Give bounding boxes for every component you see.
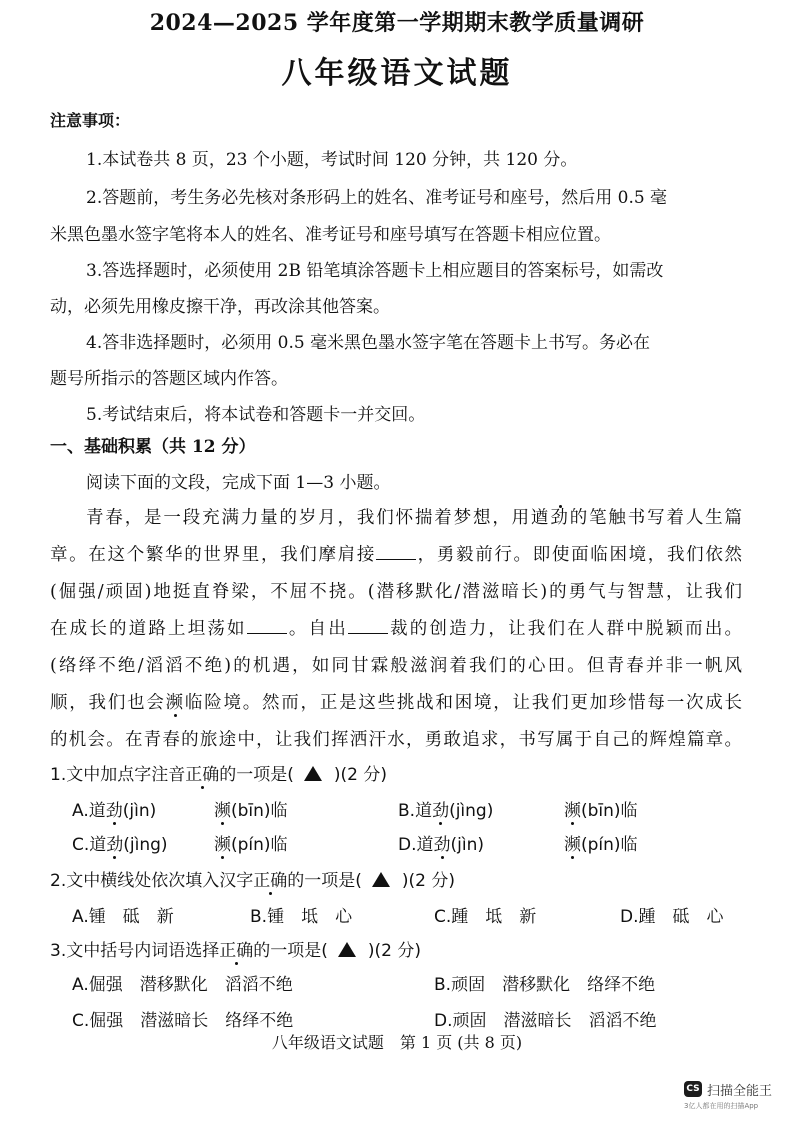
passage-line-6: 顺，我们也会濒临险境。然而，正是这些挑战和困境，让我们更加珍惜每一次成长 — [50, 693, 743, 713]
q2-option-c: C.踵 坻 新 — [434, 907, 537, 927]
q1-option-d: D.道劲(jìn) — [398, 835, 484, 855]
q1-option-c: C.道劲(jìng) — [72, 835, 168, 855]
answer-triangle-icon — [304, 766, 322, 781]
question-2-stem: 2.文中横线处依次填入汉字正确的一项是( )(2 分) — [50, 871, 455, 891]
page-footer: 八年级语文试题 第 1 页 (共 8 页) — [271, 1033, 523, 1052]
passage-line-5: (络绎不绝/滔滔不绝)的机遇，如同甘霖般滋润着我们的心田。但青春并非一帆风 — [50, 656, 742, 676]
notice-line-8: 5.考试结束后，将本试卷和答题卡一并交回。 — [86, 405, 426, 425]
q1-option-b: B.道劲(jìng) — [398, 801, 494, 821]
passage-line-3: (倔强/顽固)地挺直脊梁，不屈不挠。(潜移默化/潜滋暗长)的勇气与智慧，让我们 — [50, 582, 742, 602]
exam-subtitle: 2024—2025 学年度第一学期期末教学质量调研 — [149, 10, 645, 36]
scanner-app-tagline: 3亿人都在用的扫描App — [684, 1102, 759, 1110]
passage-line-7: 的机会。在青春的旅途中，让我们挥洒汗水，勇敢追求，书写属于自己的辉煌篇章。 — [50, 730, 742, 750]
q1-option-a: A.道劲(jìn) — [72, 801, 157, 821]
q1-option-d-word2: 濒(pín)临 — [564, 835, 638, 855]
notice-line-4: 3.答选择题时，必须使用 2B 铅笔填涂答题卡上相应题目的答案标号，如需改 — [86, 261, 664, 281]
fill-blank-3 — [348, 615, 388, 634]
section-intro: 阅读下面的文段，完成下面 1—3 小题。 — [86, 473, 391, 493]
notice-line-1: 1.本试卷共 8 页，23 个小题，考试时间 120 分钟，共 120 分。 — [86, 150, 578, 170]
q3-option-d: D.顽固 潜滋暗长 滔滔不绝 — [434, 1011, 657, 1031]
scanner-app-name: 扫描全能王 — [707, 1084, 773, 1099]
q1-option-a-word2: 濒(bīn)临 — [214, 801, 288, 821]
q2-option-d: D.踵 砥 心 — [620, 907, 724, 927]
section-heading: 一、基础积累（共 12 分） — [50, 437, 256, 457]
notice-line-7: 题号所指示的答题区域内作答。 — [50, 369, 288, 389]
fill-blank-1 — [376, 541, 416, 560]
notice-heading: 注意事项： — [50, 111, 131, 130]
q1-option-b-word2: 濒(bīn)临 — [564, 801, 638, 821]
notice-line-5: 动，必须先用橡皮擦干净，再改涂其他答案。 — [50, 297, 390, 317]
question-1-stem: 1.文中加点字注音正确的一项是( )(2 分) — [50, 765, 387, 785]
reading-passage — [50, 500, 742, 759]
fill-blank-2 — [247, 615, 287, 634]
q3-option-b: B.顽固 潜移默化 络绎不绝 — [434, 975, 656, 995]
answer-triangle-icon — [372, 872, 390, 887]
passage-line-1: 青春，是一段充满力量的岁月，我们怀揣着梦想，用遒劲的笔触书写着人生篇 — [86, 508, 743, 528]
q3-option-c: C.倔强 潜滋暗长 络绎不绝 — [72, 1011, 294, 1031]
passage-line-2: 章。在这个繁华的世界里，我们摩肩接 ，勇毅前行。即使面临困境，我们依然 — [50, 537, 742, 574]
question-3-stem: 3.文中括号内词语选择正确的一项是( )(2 分) — [50, 941, 421, 961]
q3-option-a: A.倔强 潜移默化 滔滔不绝 — [72, 975, 293, 995]
answer-triangle-icon — [338, 942, 356, 957]
q2-option-a: A.锺 砥 新 — [72, 907, 174, 927]
notice-line-2: 2.答题前，考生务必先核对条形码上的姓名、准考证号和座号，然后用 0.5 毫 — [86, 188, 668, 208]
notice-line-3: 米黑色墨水签字笔将本人的姓名、准考证号和座号填写在答题卡相应位置。 — [50, 225, 611, 245]
q1-option-c-word2: 濒(pín)临 — [214, 835, 288, 855]
q2-option-b: B.锺 坻 心 — [250, 907, 353, 927]
passage-line-4: 在成长的道路上坦荡如 。自出 裁的创造力，让我们在人群中脱颖而出。 — [50, 611, 742, 648]
scanner-logo-icon: CS — [684, 1081, 702, 1097]
notice-line-6: 4.答非选择题时，必须用 0.5 毫米黑色墨水签字笔在答题卡上书写。务必在 — [86, 333, 651, 353]
exam-title: 八年级语文试题 — [281, 56, 513, 91]
